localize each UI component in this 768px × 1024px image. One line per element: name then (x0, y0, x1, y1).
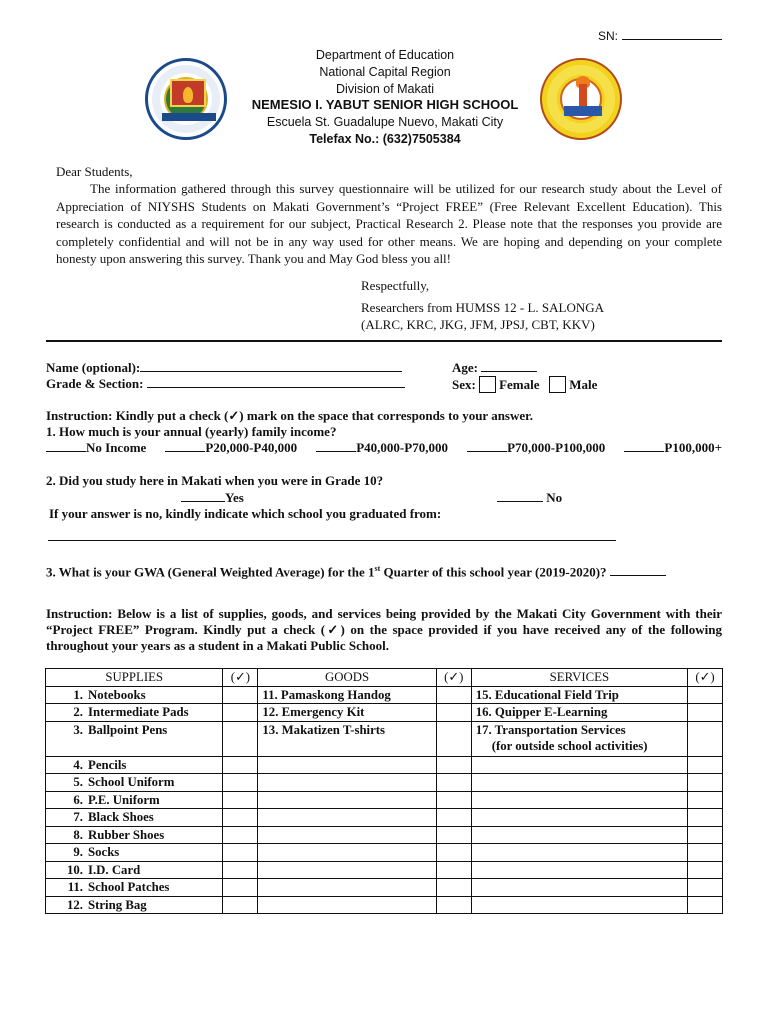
check-cell[interactable] (688, 861, 723, 879)
closing: Respectfully, (361, 278, 430, 293)
school-seal-icon (540, 58, 622, 140)
name-row (46, 360, 402, 376)
check-cell[interactable] (688, 704, 723, 722)
female-checkbox[interactable] (479, 376, 496, 393)
school-name: NEMESIO I. YABUT SENIOR HIGH SCHOOL (251, 97, 519, 113)
check-cell[interactable] (688, 721, 723, 756)
name-label: Name (optional): (46, 360, 141, 375)
age-row (452, 360, 537, 376)
letterhead (230, 47, 540, 148)
income-option[interactable]: P20,000-P40,000 (165, 440, 297, 456)
table-row: 4. Pencils (46, 756, 723, 774)
table-row: 1. Notebooks 11. Pamaskong Handog 15. Educational Field Trip (46, 686, 723, 704)
q2-no[interactable]: No (497, 490, 562, 506)
grade-row (46, 376, 405, 392)
q3-text: 3. What is your GWA (General Weighted Average) for the 1st Quarter of this school year (2019-2020)? (46, 561, 666, 580)
check-cell[interactable] (688, 826, 723, 844)
check-cell[interactable] (688, 756, 723, 774)
no-blank[interactable] (497, 490, 543, 502)
instruction-1: Instruction: Kindly put a check (✓) mark on the space that corresponds to your answer. (46, 408, 533, 423)
check-cell[interactable] (436, 721, 471, 756)
header-check: (✓) (223, 669, 258, 687)
income-options (46, 440, 722, 456)
sn-label: SN: (598, 29, 619, 43)
income-option[interactable]: No Income (46, 440, 146, 456)
division-name: Division of Makati (336, 81, 434, 96)
header-goods: GOODS (258, 669, 436, 687)
income-blank[interactable] (467, 440, 507, 452)
grade-label: Grade & Section: (46, 376, 144, 391)
check-cell[interactable] (223, 686, 258, 704)
telefax: Telefax No.: (632)7505384 (309, 131, 461, 146)
check-cell[interactable] (223, 861, 258, 879)
income-blank[interactable] (316, 440, 356, 452)
header-services: SERVICES (471, 669, 687, 687)
gwa-field[interactable] (610, 564, 666, 576)
table-row: 7. Black Shoes (46, 809, 723, 827)
check-cell[interactable] (223, 756, 258, 774)
check-cell[interactable] (688, 896, 723, 914)
header-supplies: SUPPLIES (46, 669, 223, 687)
q2-yes[interactable]: Yes (181, 490, 244, 506)
sex-label: Sex: (452, 377, 476, 392)
benefits-table (45, 668, 723, 914)
school-field[interactable] (48, 540, 616, 541)
table-row: 8. Rubber Shoes (46, 826, 723, 844)
signatory: Researchers from HUMSS 12 - L. SALONGA (361, 300, 604, 315)
sn-field[interactable] (622, 28, 722, 40)
cover-letter (56, 163, 722, 267)
male-label: Male (569, 377, 598, 392)
initials: (ALRC, KRC, JKG, JFM, JPSJ, CBT, KKV) (361, 317, 595, 332)
check-cell[interactable] (688, 879, 723, 897)
age-label: Age: (452, 360, 478, 375)
check-cell[interactable] (223, 791, 258, 809)
check-cell[interactable] (688, 844, 723, 862)
table-row: 10. I.D. Card (46, 861, 723, 879)
table-row: 12. String Bag (46, 896, 723, 914)
instruction-2: Instruction: Below is a list of supplies, goods, and services being provided by the Makati City Government with their “Project FREE” Program. Kindly put a check (✓) on the space provided if you have received any of the following throughout your years as a student in a Makati Public School. (46, 606, 722, 653)
check-cell[interactable] (688, 791, 723, 809)
yes-blank[interactable] (181, 490, 225, 502)
income-option[interactable]: P40,000-P70,000 (316, 440, 448, 456)
male-checkbox[interactable] (549, 376, 566, 393)
age-field[interactable] (481, 360, 537, 372)
q2-text: 2. Did you study here in Makati when you were in Grade 10? (46, 473, 384, 488)
header-check: (✓) (688, 669, 723, 687)
grade-field[interactable] (147, 376, 405, 388)
dept-name: Department of Education (315, 48, 455, 62)
letter-body: The information gathered through this survey questionnaire will be utilized for our research study about the Level of Appreciation of NIYSHS Students on Makati Government’s “Project FREE” (Free Relevant Excellent Education). This research is conducted as a requirement for our subject, Practical Research 2. Please note that the responses you provide are completely confidential and will not be in any way used for other means. We are hoping and depending on your complete honesty upon answering this survey. Thank you and May God bless you all! (56, 181, 722, 267)
check-cell[interactable] (223, 896, 258, 914)
check-cell[interactable] (436, 686, 471, 704)
check-cell[interactable] (436, 774, 471, 792)
table-header (46, 669, 723, 687)
income-blank[interactable] (165, 440, 205, 452)
check-cell[interactable] (436, 844, 471, 862)
check-cell[interactable] (436, 756, 471, 774)
greeting: Dear Students, (56, 164, 133, 179)
table-row: 3. Ballpoint Pens 13. Makatizen T-shirts 17. Transportation Services (for outside school activities) (46, 721, 723, 756)
serial-number (598, 28, 722, 43)
check-cell[interactable] (436, 809, 471, 827)
table-row: 9. Socks (46, 844, 723, 862)
check-cell[interactable] (436, 791, 471, 809)
check-cell[interactable] (436, 704, 471, 722)
check-cell[interactable] (223, 826, 258, 844)
table-row: 6. P.E. Uniform (46, 791, 723, 809)
header-check: (✓) (436, 669, 471, 687)
signature-block (361, 277, 604, 333)
income-option[interactable]: P100,000+ (624, 440, 722, 456)
check-cell[interactable] (223, 879, 258, 897)
income-blank[interactable] (624, 440, 664, 452)
q2-followup: If your answer is no, kindly indicate which school you graduated from: (49, 506, 442, 521)
q1-text: 1. How much is your annual (yearly) family income? (46, 424, 337, 439)
table-row: 5. School Uniform (46, 774, 723, 792)
table-row: 11. School Patches (46, 879, 723, 897)
table-row: 2. Intermediate Pads 12. Emergency Kit 16. Quipper E-Learning (46, 704, 723, 722)
female-label: Female (499, 377, 540, 392)
sex-row (452, 376, 597, 393)
divider (46, 340, 722, 342)
check-cell[interactable] (223, 721, 258, 756)
region-name: National Capital Region (319, 64, 451, 79)
check-cell[interactable] (223, 844, 258, 862)
deped-seal-icon (145, 58, 227, 140)
check-cell[interactable] (223, 774, 258, 792)
check-cell[interactable] (223, 704, 258, 722)
school-address: Escuela St. Guadalupe Nuevo, Makati City (266, 115, 504, 130)
check-cell[interactable] (436, 861, 471, 879)
name-field[interactable] (140, 360, 402, 372)
income-option[interactable]: P70,000-P100,000 (467, 440, 605, 456)
check-cell[interactable] (688, 774, 723, 792)
check-cell[interactable] (436, 879, 471, 897)
check-cell[interactable] (223, 809, 258, 827)
check-cell[interactable] (436, 896, 471, 914)
check-cell[interactable] (688, 809, 723, 827)
check-cell[interactable] (436, 826, 471, 844)
income-blank[interactable] (46, 440, 86, 452)
check-cell[interactable] (688, 686, 723, 704)
